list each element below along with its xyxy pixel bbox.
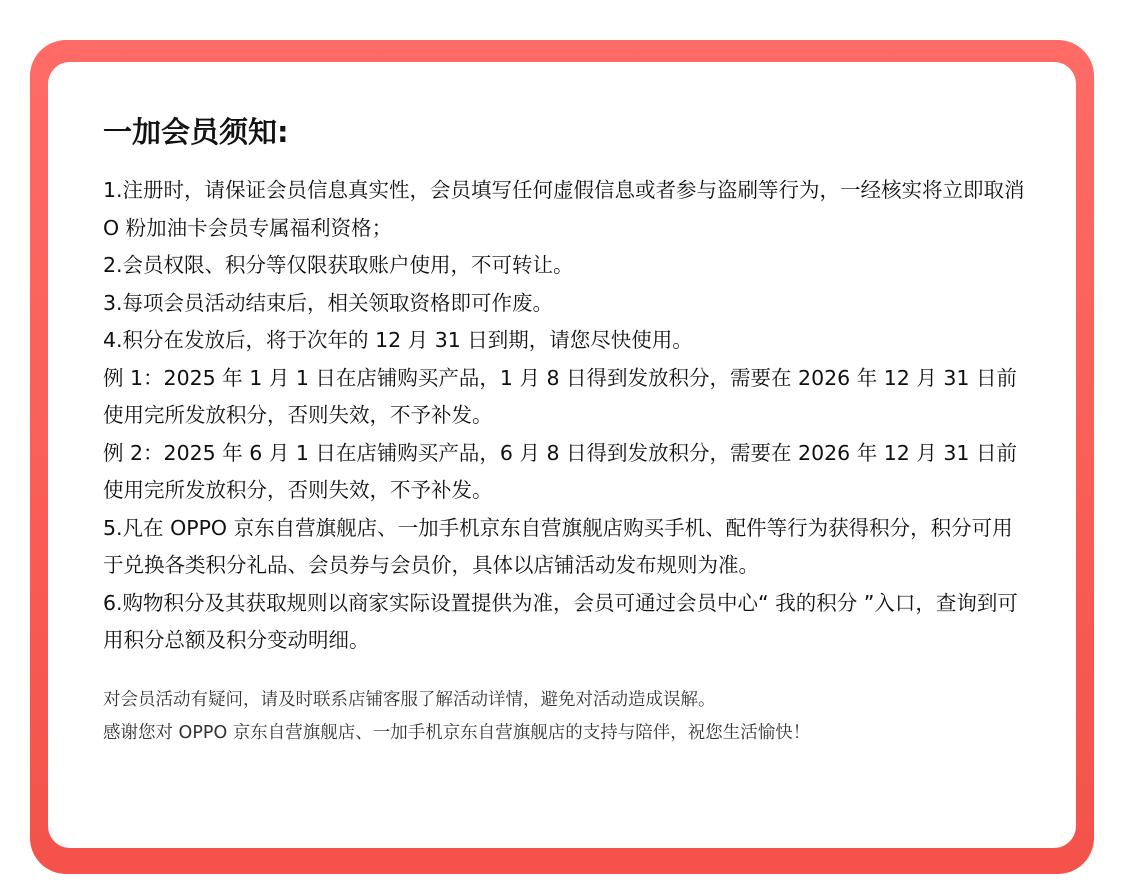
rule-example: 例 2：2025 年 6 月 1 日在店铺购买产品，6 月 8 日得到发放积分，需要在 2026 年 12 月 31 日前使用完所发放积分，否则失效，不予补发。 xyxy=(103,440,1017,502)
footer-line: 感谢您对 OPPO 京东自营旗舰店、一加手机京东自营旗舰店的支持与陪伴，祝您生活愉快！ xyxy=(103,722,811,743)
rule-item: 1.注册时，请保证会员信息真实性，会员填写任何虚假信息或者参与盗刷等行为，一经核实将立即取消 O 粉加油卡会员专属福利资格； xyxy=(103,178,1025,240)
notice-frame xyxy=(30,40,1094,874)
notice-content xyxy=(103,110,1033,750)
rules-list xyxy=(103,172,1033,660)
rule-item: 6.购物积分及其获取规则以商家实际设置提供为准，会员可通过会员中心“ 我的积分 ”入口，查询到可用积分总额及积分变动明细。 xyxy=(103,590,1018,652)
rule-item: 4.积分在发放后，将于次年的 12 月 31 日到期，请您尽快使用。 xyxy=(103,328,693,352)
notice-card xyxy=(48,62,1076,848)
rule-item: 5.凡在 OPPO 京东自营旗舰店、一加手机京东自营旗舰店购买手机、配件等行为获得积分，积分可用于兑换各类积分礼品、会员券与会员价，具体以店铺活动发布规则为准。 xyxy=(103,515,1013,577)
notice-title: 一加会员须知: xyxy=(103,115,289,149)
rule-item: 3.每项会员活动结束后，相关领取资格即可作废。 xyxy=(103,290,554,315)
rule-item: 2.会员权限、积分等仅限获取账户使用，不可转让。 xyxy=(103,253,574,277)
rule-example: 例 1：2025 年 1 月 1 日在店铺购买产品，1 月 8 日得到发放积分，需要在 2026 年 12 月 31 日前使用完所发放积分，否则失效，不予补发。 xyxy=(103,365,1017,427)
notice-footer xyxy=(103,684,1033,750)
footer-line: 对会员活动有疑问，请及时联系店铺客服了解活动详情，避免对活动造成误解。 xyxy=(103,689,716,710)
